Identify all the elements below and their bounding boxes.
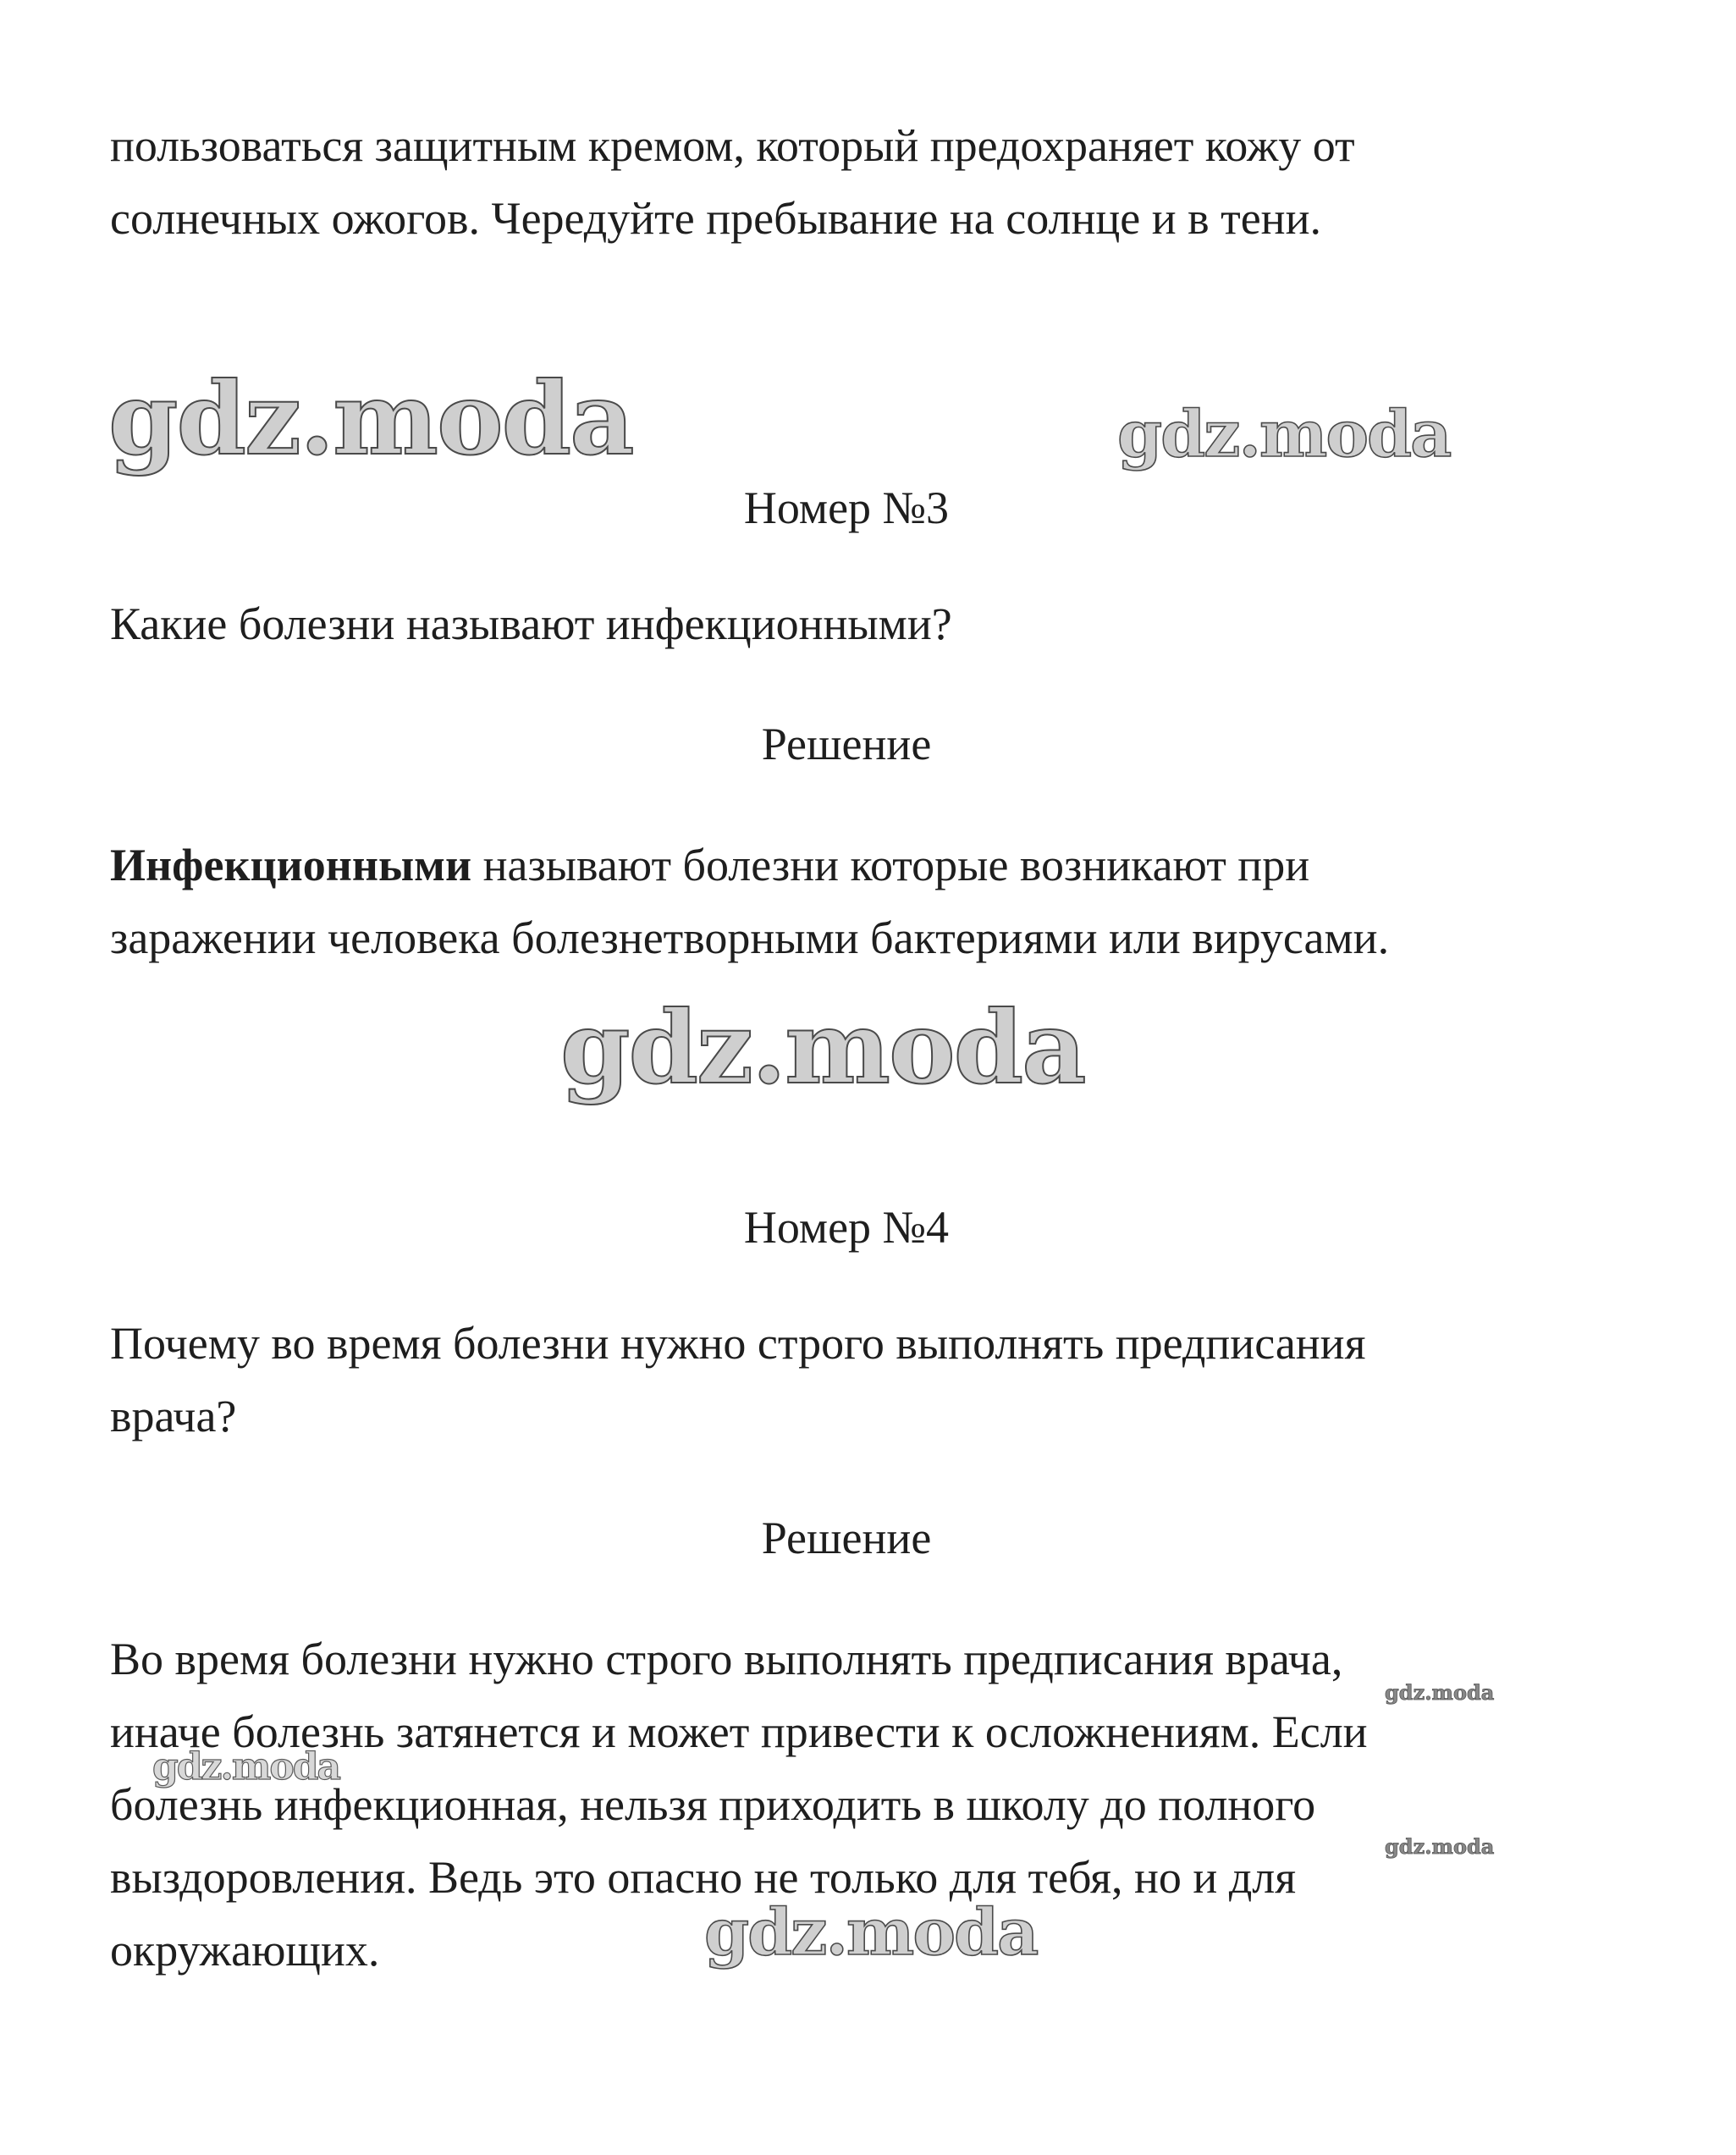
- task4-heading: Номер №4: [743, 1202, 950, 1253]
- task4-question-line-2: врача?: [110, 1391, 237, 1441]
- intro-line-2: солнечных ожогов. Чередуйте пребывание на солнце и в тени.: [110, 193, 1321, 244]
- watermark-logo: gdz.moda: [152, 1745, 340, 1788]
- task3-solution-label: Решение: [761, 719, 932, 769]
- task4-solution-label: Решение: [761, 1513, 932, 1563]
- task4-question-line-1: Почему во время болезни нужно строго выполнять предписания: [110, 1318, 1366, 1369]
- watermark-logo: gdz.moda: [1117, 396, 1451, 471]
- task3-answer-line-1: [110, 838, 1309, 892]
- task4-answer-line-5: окружающих.: [110, 1925, 380, 1976]
- watermark-logo: gdz.moda: [108, 360, 633, 477]
- watermark-logo: gdz.moda: [704, 1894, 1038, 1970]
- watermark-logo: gdz.moda: [560, 989, 1085, 1106]
- task3-answer-term: Инфекционными: [110, 840, 472, 890]
- watermark-logo: gdz.moda: [1385, 1834, 1495, 1859]
- task4-answer-line-1: Во время болезни нужно строго выполнять предписания врача,: [110, 1634, 1343, 1684]
- task4-answer-line-4: выздоровления. Ведь это опасно не только для тебя, но и для: [110, 1852, 1297, 1903]
- watermark-logo: gdz.moda: [1385, 1680, 1495, 1705]
- task3-answer-rest: называют болезни которые возникают при: [471, 840, 1310, 890]
- task3-question: Какие болезни называют инфекционными?: [110, 598, 952, 649]
- task3-heading: Номер №3: [743, 482, 950, 533]
- task4-answer-line-3: болезнь инфекционная, нельзя приходить в школу до полного: [110, 1779, 1316, 1830]
- intro-line-1: пользоваться защитным кремом, который предохраняет кожу от: [110, 120, 1355, 171]
- task4-answer-line-2: иначе болезнь затянется и может привести к осложнениям. Если: [110, 1706, 1368, 1757]
- task3-answer-line-2: заражении человека болезнетворными бактериями или вирусами.: [110, 912, 1390, 963]
